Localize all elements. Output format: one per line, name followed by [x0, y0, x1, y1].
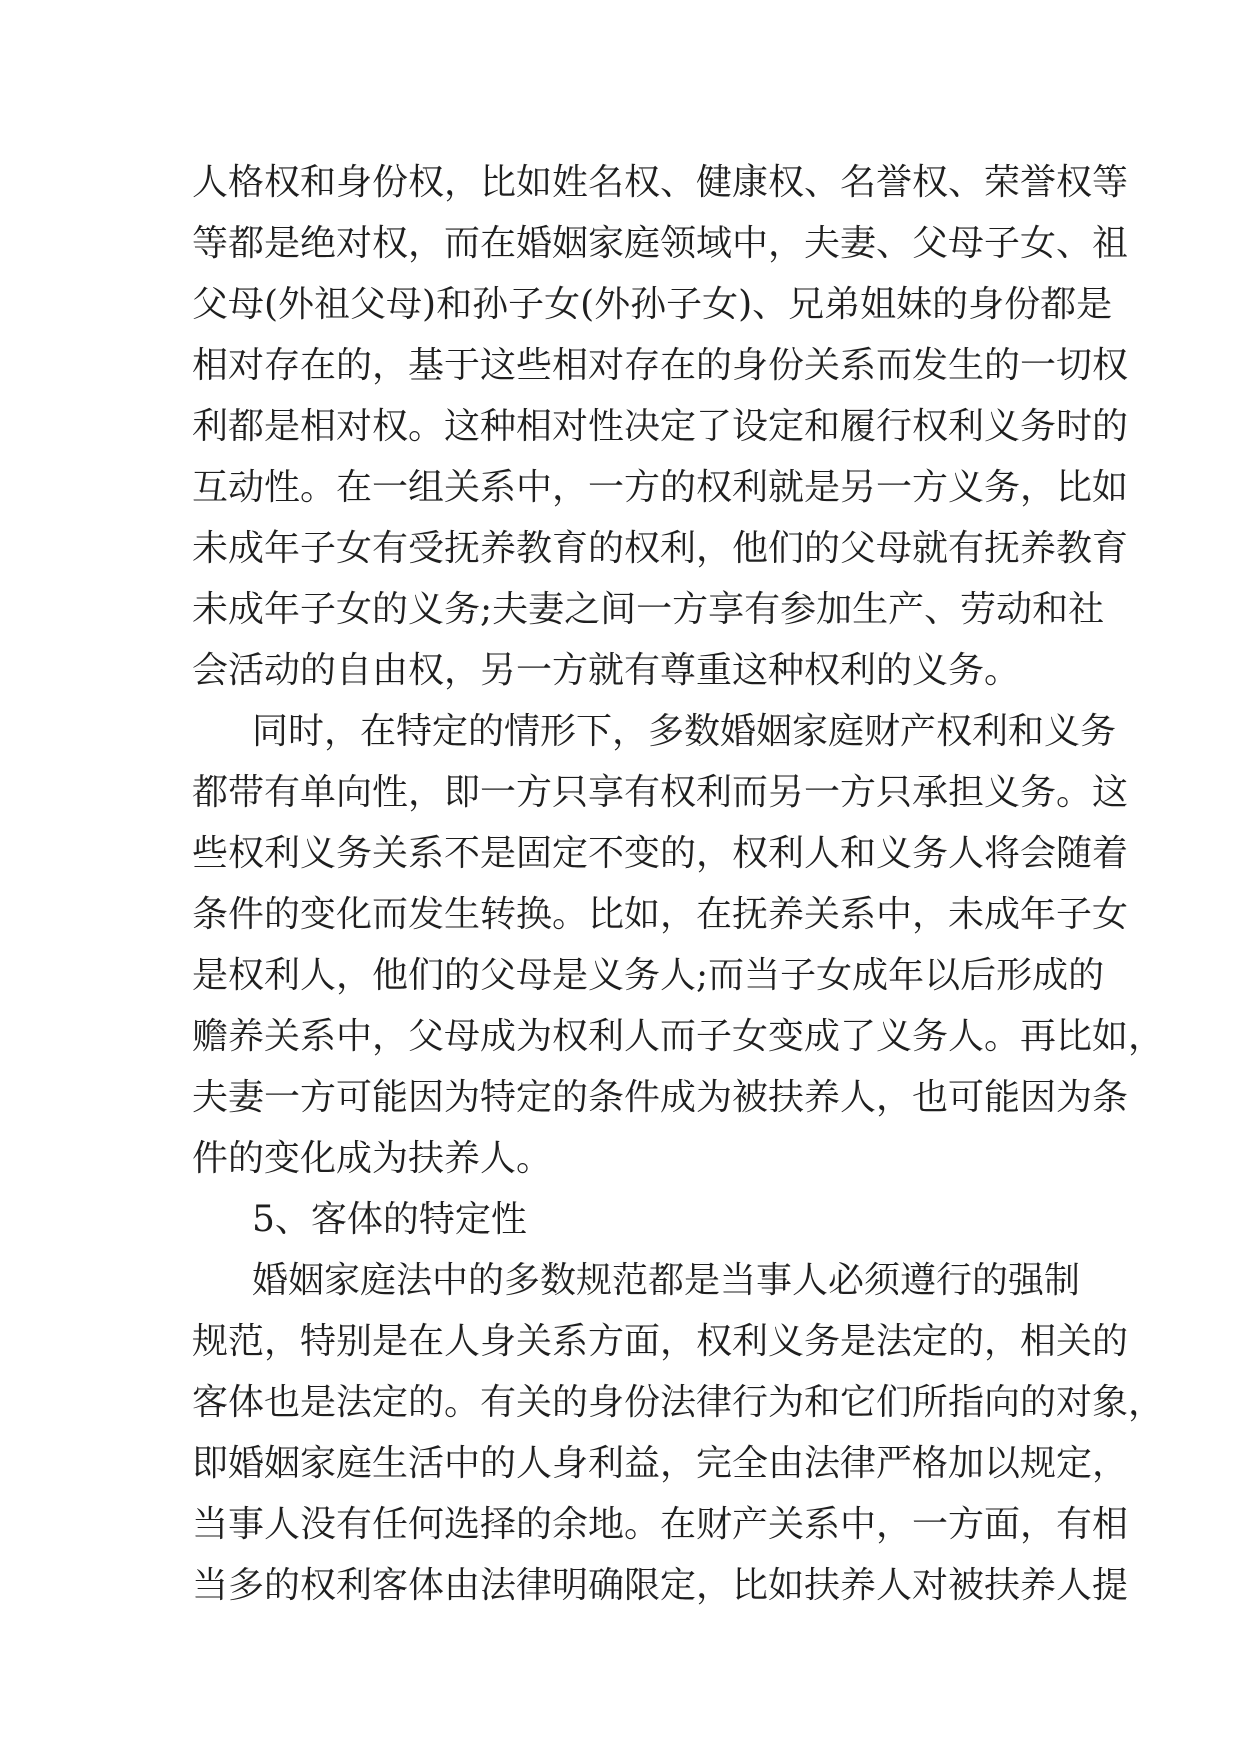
- text-line: 条件的变化而发生转换。比如，在抚养关系中，未成年子女: [192, 894, 1129, 935]
- section-heading: 5、客体的特定性: [252, 1199, 527, 1240]
- text-line: 父母(外祖父母)和孙子女(外孙子女)、兄弟姐妹的身份都是: [192, 284, 1113, 325]
- text-line: 会活动的自由权，另一方就有尊重这种权利的义务。: [192, 650, 1021, 691]
- text-line: 当多的权利客体由法律明确限定，比如扶养人对被扶养人提: [192, 1565, 1129, 1606]
- text-line: 件的变化成为扶养人。: [192, 1138, 553, 1179]
- text-line: 利都是相对权。这种相对性决定了设定和履行权利义务时的: [192, 406, 1129, 447]
- body-text: [192, 152, 1165, 1616]
- paragraph-start-line: 婚姻家庭法中的多数规范都是当事人必须遵行的强制: [252, 1260, 1081, 1301]
- text-line: 当事人没有任何选择的余地。在财产关系中，一方面，有相: [192, 1504, 1129, 1545]
- text-line: 未成年子女有受抚养教育的权利，他们的父母就有抚养教育: [192, 528, 1129, 569]
- text-line: 等都是绝对权，而在婚姻家庭领域中，夫妻、父母子女、祖: [192, 223, 1129, 264]
- text-line: 规范，特别是在人身关系方面，权利义务是法定的，相关的: [192, 1321, 1129, 1362]
- text-line: 夫妻一方可能因为特定的条件成为被扶养人，也可能因为条: [192, 1077, 1129, 1118]
- text-line: 客体也是法定的。有关的身份法律行为和它们所指向的对象，: [192, 1382, 1165, 1423]
- text-line: 些权利义务关系不是固定不变的，权利人和义务人将会随着: [192, 833, 1129, 874]
- text-line: 赡养关系中，父母成为权利人而子女变成了义务人。再比如，: [192, 1016, 1165, 1057]
- text-line: 都带有单向性，即一方只享有权利而另一方只承担义务。这: [192, 772, 1129, 813]
- text-line: 未成年子女的义务;夫妻之间一方享有参加生产、劳动和社: [192, 589, 1105, 630]
- paragraph-start-line: 同时，在特定的情形下，多数婚姻家庭财产权利和义务: [252, 711, 1117, 752]
- text-line: 人格权和身份权，比如姓名权、健康权、名誉权、荣誉权等: [192, 162, 1129, 203]
- text-line: 即婚姻家庭生活中的人身利益，完全由法律严格加以规定，: [192, 1443, 1129, 1484]
- text-line: 互动性。在一组关系中，一方的权利就是另一方义务，比如: [192, 467, 1129, 508]
- text-line: 相对存在的，基于这些相对存在的身份关系而发生的一切权: [192, 345, 1129, 386]
- text-line: 是权利人，他们的父母是义务人;而当子女成年以后形成的: [192, 955, 1105, 996]
